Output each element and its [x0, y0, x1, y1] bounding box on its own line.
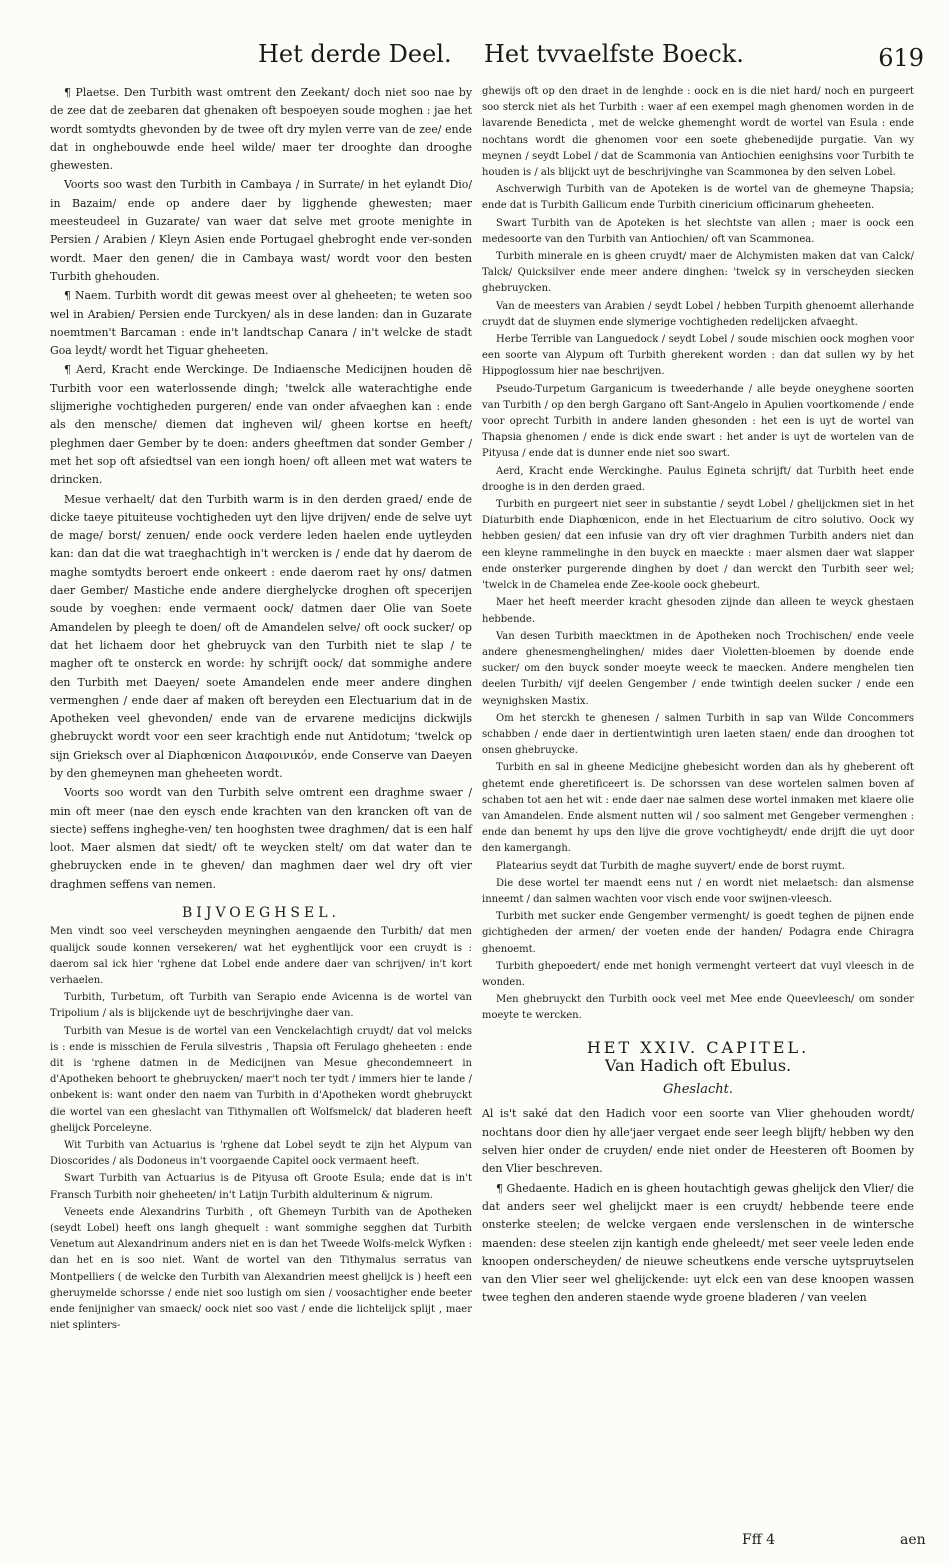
paragraph-purgeert: Turbith en purgeert niet seer in substantie / seydt Lobel / ghelijckmen siet in het Diaturbith ende Diaphœnicon, ende in het Electuarium de citro solutivo. Oock wy hebben gesien/ dat een infusie van dry oft vier draghmen Turbith anders niet dan een kleyne rammelinghe in den buyck en maeckte : maer alsmen daer wat slapper ende onsterker purgerende dinghen by doet / dan werckt den Turbith seer wel; 'twelck in de Chamelea ende Zee-koole oock ghebeurt. [482, 499, 914, 592]
paragraph-kracht-ghesoden: Maer het heeft meerder kracht ghesoden zijnde dan alleen te weyck ghestaen hebbende. [482, 597, 914, 625]
paragraph-veneets-turbith: Veneets ende Alexandrins Turbith , oft Ghemeyn Turbith van de Apotheken (seydt Lobel) heeft ons langh ghequelt : want sommighe segghen dat Turbith Venetum aut Alexandrinum anders niet en is dan het Tweede Wolfs-melck Wyfken : dan het en is soo niet. Want de wortel van den Tithymalus serratus van Montpelliers ( de welcke den Turbith van Alexandrien meest ghelijck is ) heeft een gheruymelde schorsse / ende niet soo lustigh om sien / voosachtigher ende beeter ende fenijnigher van smaeck/ oock niet soo vast / ende die lichtelijck splijt , maer niet splinters- [50, 1206, 472, 1332]
paragraph-minerale: Turbith minerale en is gheen cruydt/ maer de Alchymisten maken dat van Calck/ Talck/ Quicksilver ende meer andere dinghen: 'twelck sy in verscheyden siecken ghebruycken. [482, 251, 914, 295]
paragraph-pseudo-turpetum: Pseudo-Turpetum Garganicum is tweederhande / alle beyde oneyghene soorten van Turbith / op den bergh Gargano oft Sant-Angelo in Apulien voortkomende / ende voor oprecht Turbith in andere landen ghesonden : het een is uyt de wortel van Thapsia ghenomen / ende is dick ende swart : het ander is uyt de wortelen van de Pityusa / ende dat is dunner ende niet soo swart. [482, 383, 914, 460]
paragraph-trochischen: Van desen Turbith maecktmen in de Apotheken noch Trochischen/ ende veele andere ghenesmenghelinghen/ mides daer Violetten-bloemen by doende ende sucker/ om den buyck sonder moeyte weeck te maecken. Andere menghelen tien deelen Turbith/ vijf deelen Gengember / ende twintigh deelen sucker / ende een weynighsken Mastix. [482, 630, 914, 707]
section-label-gheslacht: Gheslacht. [662, 1082, 734, 1098]
paragraph-medicijne: Turbith en sal in gheene Medicijne ghebesicht worden dan als hy gheberent oft ghetemt ende gheretificeert is. De schorssen van dese wortelen salmen boven af schaben tot aen het wit : ende daer nae salmen dese wortel inmaken met klaere olie van Amandelen. Ende alsment nutten wil / soo salment met Gengeber vermenghen : ende dan benemt hy ups den lijve die grove vochtigheydt/ ende drijft die uyt door den kamergangh. [482, 762, 914, 855]
paragraph-plaetse: ¶ Plaetse. Den Turbith wast omtrent den Zeekant/ doch niet soo nae by de zee dat de zeebaren dat ghenaken oft bespoeyen soude moghen : jae het wordt somtydts ghevonden by de twee oft dry mylen verre van de zee/ ende dat in onghebouwde ende heel wilde/ maer ter drooghte dan drooghe ghewesten. [50, 86, 472, 173]
signature-mark: Fff 4 [742, 1532, 776, 1548]
paragraph-turbith-serapio: Turbith, Turbetum, oft Turbith van Serapio ende Avicenna is de wortel van Tripolium / als is blijckende uyt de beschrijvinghe daer van. [50, 992, 472, 1020]
paragraph-herbe-terrible: Herbe Terrible van Languedock / seydt Lobel / soude mischien oock moghen voor een soorte van Alypum oft Turbith gherekent worden : dan dat sullen wy by het Hippoglossum hier nae beschrijven. [482, 334, 914, 378]
paragraph-queevleesch: Men ghebruyckt den Turbith oock veel met Mee ende Queevleesch/ om sonder moeyte te wercken. [482, 994, 914, 1022]
paragraph-turbith-mesue: Turbith van Mesue is de wortel van een Venckelachtigh cruydt/ dat vol melcks is : ende is misschien de Ferula silvestris , Thapsia oft Ferulago gheheeten : ende dit is 'rghene datmen in de Medicijnen van Mesue ghecondemneert in d'Apotheken behoort te ghebruycken/ maer't noch ter tydt / immers hier te lande / onbekent is: want onder den naem van Turbith in d'Apotheken wordt ghebruyckt die wortel van een gheslacht van Tithymallen oft Wolfsmelck/ dat bladeren heeft ghelijck Porceleyne. [50, 1025, 472, 1134]
paragraph-mesue: Mesue verhaelt/ dat den Turbith warm is in den derden graed/ ende de dicke taeye pituiteuse vochtigheden uyt den lijve drijven/ ende de selve uyt de mage/ borst/ zenuen/ ende oock verdere leden haelen ende uytleyden kan: dan dat die wat traeghachtigh in't wercken is / ende dat hy daerom de maghe somtydts beroert ende onkeert : ende daerom raet hy ons/ datmen daer Gember/ Mastiche ende andere dierghelycke droghen oft specerijen soude by voeghen: ende vermaent oock/ datmen daer Olie van Soete Amandelen by pleegh te doen/ oft de Amandelen selve/ oft oock sucker/ op dat het lichaem door het ghebruyck van den Turbith niet te slap / te magher oft te onsterck en worde: hy schrijft oock/ dat sommighe andere den Turbith met Daeyen/ soete Amandelen ende meer andere dinghen vermenghen / ende daer af maken oft bereyden een Electuarium dat in de Apotheken veel ghevonden/ ende van de ervarene medicijns dickwijls ghebruyckt wordt voor een seer krachtigh ende nut Antidotum; 'twelck op sijn Grieksch over al Diaphœnicon Διαφοινικόν, ende Conserve van Daeyen by den ghemeynen man gheheeten wordt. [50, 492, 472, 780]
paragraph-wonden: Turbith ghepoedert/ ende met honigh vermenght verteert dat vuyl vleesch in de wonden. [482, 960, 914, 988]
paragraph-gheslacht: Al is't saké dat den Hadich voor een soorte van Vlier ghehouden wordt/ nochtans door dien hy alle'jaer vergaet ende seer leegh blijft/ hebben wy den selven hier onder de cruyden/ ende niet onder de Heesteren oft Boomen by den Vlier beschreven. [482, 1107, 914, 1176]
paragraph-podagra: Turbith met sucker ende Gengember vermenght/ is goedt teghen de pijnen ende gichtigheden der armen/ der voeten ende der handen/ Podagra ende Chiragra ghenoemt. [482, 911, 914, 955]
paragraph-swart-apoteken: Swart Turbith van de Apoteken is het slechtste van allen ; maer is oock een medesoorte van den Turbith van Antiochien/ oft van Scammonea. [482, 217, 914, 245]
paragraph-naem: ¶ Naem. Turbith wordt dit gewas meest over al gheheeten; te weten soo wel in Arabien/ Persien ende Turckyen/ als in dese landen: dan in Guzarate noemtmen't Barcaman : ende in't landtschap Canara / in't welcke de stadt Goa leydt/ wordt het Tiguar gheheeten. [50, 289, 472, 358]
paragraph-aschverwigh: Aschverwigh Turbith van de Apoteken is de wortel van de ghemeyne Thapsia; ende dat is Turbith Gallicum ende Turbith cinericium officinarum gheheeten. [482, 184, 914, 212]
paragraph-platearius: Platearius seydt dat Turbith de maghe suyvert/ ende de borst ruymt. [496, 860, 845, 872]
paragraph-dosage: Voorts soo wordt van den Turbith selve omtrent een draghme swaer / min oft meer (nae den eysch ende krachten van den krancken oft van de siecte) seffens ingheghe-ven/ ten hooghsten twee draghmen/ dat is een half loot. Maer alsmen dat siedt/ oft te weycken stelt/ om dat water dan te ghebruycken ende in te gheven/ dan maghmen daer wel dry oft vier draghmen seffens van nemen. [50, 786, 472, 891]
paragraph-bijvoeghsel-intro: Men vindt soo veel verscheyden meyninghen aengaende den Turbith/ dat men qualijck soude konnen versekeren/ wat het eyghentlijck voor een cruydt is : daerom sal ick hier 'rghene dat Lobel ende andere daer van schrijven/ in't kort verhaelen. [50, 926, 472, 986]
section-heading-bijvoeghsel: BIJVOEGHSEL. [182, 905, 340, 922]
running-head-book: Het tvvaelfste Boeck. [484, 40, 744, 68]
page-number: 619 [878, 44, 924, 72]
catchword: aen [900, 1532, 926, 1548]
chapter-heading: HET XXIV. CAPITEL. [586, 1037, 810, 1057]
right-column [482, 84, 914, 1309]
paragraph-cambaya: Voorts soo wast den Turbith in Cambaya / in Surrate/ in het eylandt Dio/ in Bazaim/ ende op andere daer by ligghende ghewesten; maer meesteudeel in Guzarate/ van waer dat selve met groote menighte in Persien / Arabien / Kleyn Asien ende Portugael ghebroght ende ver-sonden wordt. Maer den genen/ die in Cambaya wast/ wordt voor den besten Turbith ghehouden. [50, 178, 472, 283]
paragraph-ghedaente: ¶ Ghedaente. Hadich en is gheen houtachtigh gewas ghelijck den Vlier/ die dat anders seer wel ghelijckt maer is een cruydt/ hebbende teere ende onsterke steelen; de welcke vergaen ende verslenschen in de wintersche maenden: dese steelen zijn kantigh ende gheleedt/ met seer veele leden ende knoopen onderscheyden/ de nieuwe scheutkens ende versche uytspruytselen van den Vlier seer wel ghelijckende: uyt elck een van dese knoopen wassen twee teghen den anderen staende wyde groene bladeren / van veelen [482, 1181, 914, 1305]
chapter-subtitle: Van Hadich oft Ebulus. [604, 1055, 792, 1075]
paragraph-swart-turbith: Swart Turbith van Actuarius is de Pityusa oft Groote Esula; ende dat is in't Fransch Turbith noir gheheeten/ in't Latijn Turbith aldulterinum & nigrum. [50, 1173, 472, 1201]
paragraph-continuation: ghewijs oft op den draet in de lenghde : oock en is die niet hard/ noch en purgeert soo sterck niet als het Turbith : waer af een exempel magh ghenomen worden in de lavarende Benedicta , met de welcke ghemenght wordt de wortel van Esula : ende nochtans wordt die ghenomen voor een soete ghebenedijde purgatie. Van wy meynen / seydt Lobel / dat de Scammonia van Antiochien eenighsins voor Turbith te houden is / als blijckt uyt de beschrijvinghe van Scammonea by den selven Lobel. [482, 86, 914, 179]
running-head-part: Het derde Deel. [258, 40, 452, 68]
left-column [50, 84, 472, 1335]
paragraph-arabien: Van de meesters van Arabien / seydt Lobel / hebben Turpith ghenoemt allerhande cruydt dat de sluymen ende slymerige vochtigheden redelijcken afvaeght. [482, 300, 914, 328]
paragraph-melaetsch: Die dese wortel ter maendt eens nut / en wordt niet melaetsch: dan alsmense inneemt / dan salmen wachten voor visch ende voor swijnen-vleesch. [482, 877, 914, 905]
paragraph-aerd: ¶ Aerd, Kracht ende Werckinge. De Indiaensche Medicijnen houden dē Turbith voor een waterlossende dingh; 'twelck alle waterachtighe ende slijmerighe vochtigheden purgeren/ ende van onder afvaeghen kan : ende als den mensche/ diemen dat ingheven wil/ gheen kortse en heeft/ pleghmen daer Gember by te doen: anders gheeftmen dat sonder Gember / met het sop oft afsiedtsel van een iongh hoen/ oft alleen met wat waters te drincken. [50, 363, 472, 487]
paragraph-wit-turbith: Wit Turbith van Actuarius is 'rghene dat Lobel seydt te zijn het Alypum van Dioscorides / als Dodoneus in't voorgaende Capitel oock vermaent heeft. [50, 1140, 472, 1168]
paragraph-aerd-kracht: Aerd, Kracht ende Werckinghe. Paulus Egineta schrijft/ dat Turbith heet ende drooghe is in den derden graed. [482, 465, 914, 493]
paragraph-sterckh: Om het sterckh te ghenesen / salmen Turbith in sap van Wilde Concommers schabben / ende daer in dertientwintigh uren laeten staen/ ende dan drooghen tot onsen ghebruycke. [482, 712, 914, 757]
